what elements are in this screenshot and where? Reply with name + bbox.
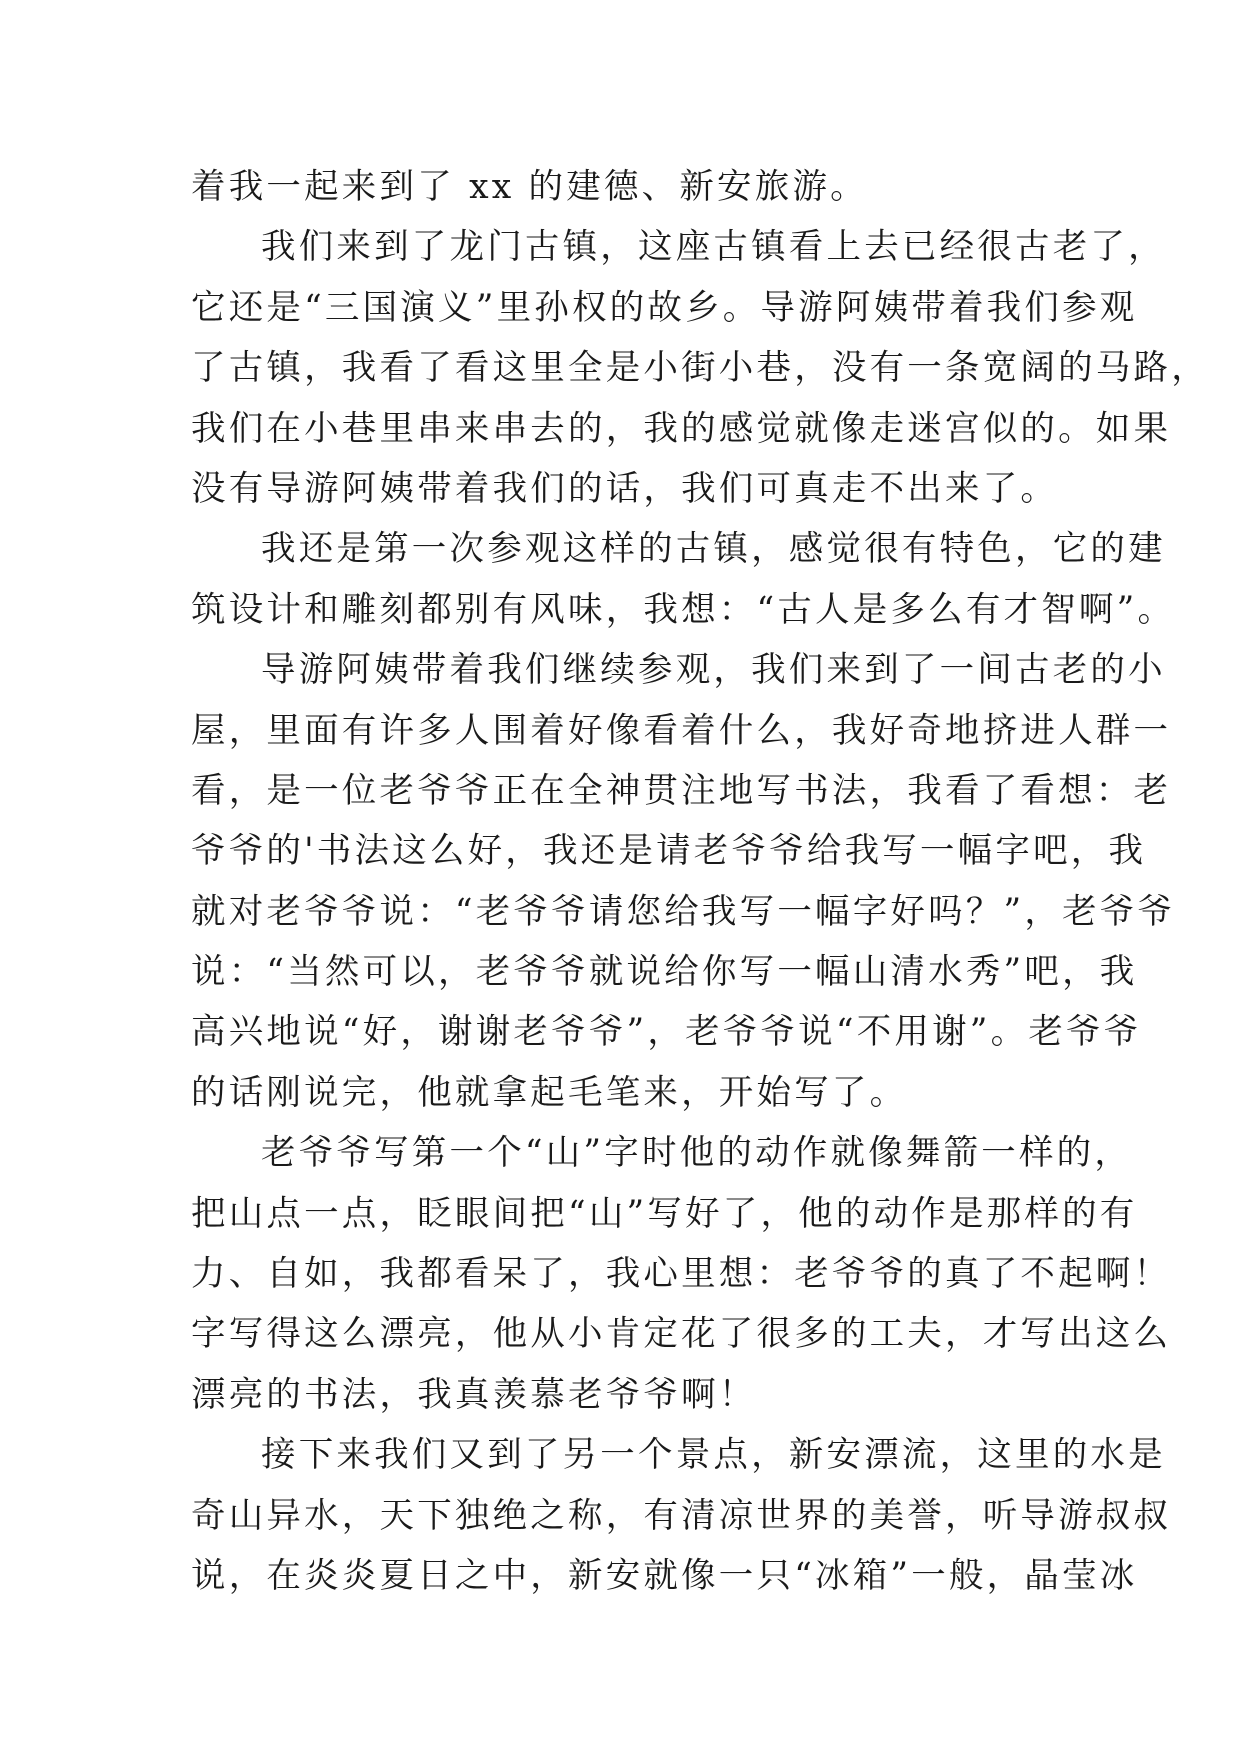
text-line: 屋，里面有许多人围着好像看着什么，我好奇地挤进人群一 bbox=[191, 710, 1172, 751]
text-line: 就对老爷爷说：“老爷爷请您给我写一幅字好吗？”，老爷爷 bbox=[191, 891, 1176, 932]
text-line: 看，是一位老爷爷正在全神贯注地写书法，我看了看想：老 bbox=[191, 770, 1172, 811]
text-line: 说：“当然可以，老爷爷就说给你写一幅山清水秀”吧，我 bbox=[191, 952, 1138, 993]
text-line: 着我一起来到了 xx 的建德、新安旅游。 bbox=[191, 167, 868, 207]
text-line: 高兴地说“好，谢谢老爷爷”，老爷爷说“不用谢”。老爷爷 bbox=[191, 1012, 1142, 1053]
text-line: 我们在小巷里串来串去的，我的感觉就像走迷宫似的。如果 bbox=[191, 408, 1172, 449]
text-line: 力、自如，我都看呆了，我心里想：老爷爷的真了不起啊！ bbox=[191, 1254, 1172, 1295]
text-line: 漂亮的书法，我真羡慕老爷爷啊！ bbox=[191, 1374, 757, 1415]
text-line: 爷爷的'书法这么好，我还是请老爷爷给我写一幅字吧，我 bbox=[191, 831, 1147, 872]
text-line: 奇山异水，天下独绝之称，有清凉世界的美誉，听导游叔叔 bbox=[191, 1495, 1172, 1536]
paragraph-first-line: 老爷爷写第一个“山”字时他的动作就像舞箭一样的， bbox=[261, 1133, 1133, 1174]
body-text bbox=[191, 157, 1209, 1606]
text-line: 把山点一点，眨眼间把“山”写好了，他的动作是那样的有 bbox=[191, 1193, 1138, 1234]
text-line: 了古镇，我看了看这里全是小街小巷，没有一条宽阔的马路， bbox=[191, 348, 1209, 389]
paragraph-first-line: 接下来我们又到了另一个景点，新安漂流，这里的水是 bbox=[261, 1435, 1166, 1476]
paragraph-first-line: 我还是第一次参观这样的古镇，感觉很有特色，它的建 bbox=[261, 529, 1166, 570]
paragraph-first-line: 我们来到了龙门古镇，这座古镇看上去已经很古老了， bbox=[261, 227, 1166, 268]
text-line: 它还是“三国演义”里孙权的故乡。导游阿姨带着我们参观 bbox=[191, 287, 1138, 328]
text-line: 说，在炎炎夏日之中，新安就像一只“冰箱”一般，晶莹冰 bbox=[191, 1555, 1138, 1596]
text-line: 筑设计和雕刻都别有风味，我想：“古人是多么有才智啊”。 bbox=[191, 589, 1176, 630]
text-line: 没有导游阿姨带着我们的话，我们可真走不出来了。 bbox=[191, 468, 1059, 509]
text-line: 的话刚说完，他就拿起毛笔来，开始写了。 bbox=[191, 1072, 908, 1113]
paragraph-first-line: 导游阿姨带着我们继续参观，我们来到了一间古老的小 bbox=[261, 650, 1166, 691]
text-line: 字写得这么漂亮，他从小肯定花了很多的工夫，才写出这么 bbox=[191, 1314, 1172, 1355]
